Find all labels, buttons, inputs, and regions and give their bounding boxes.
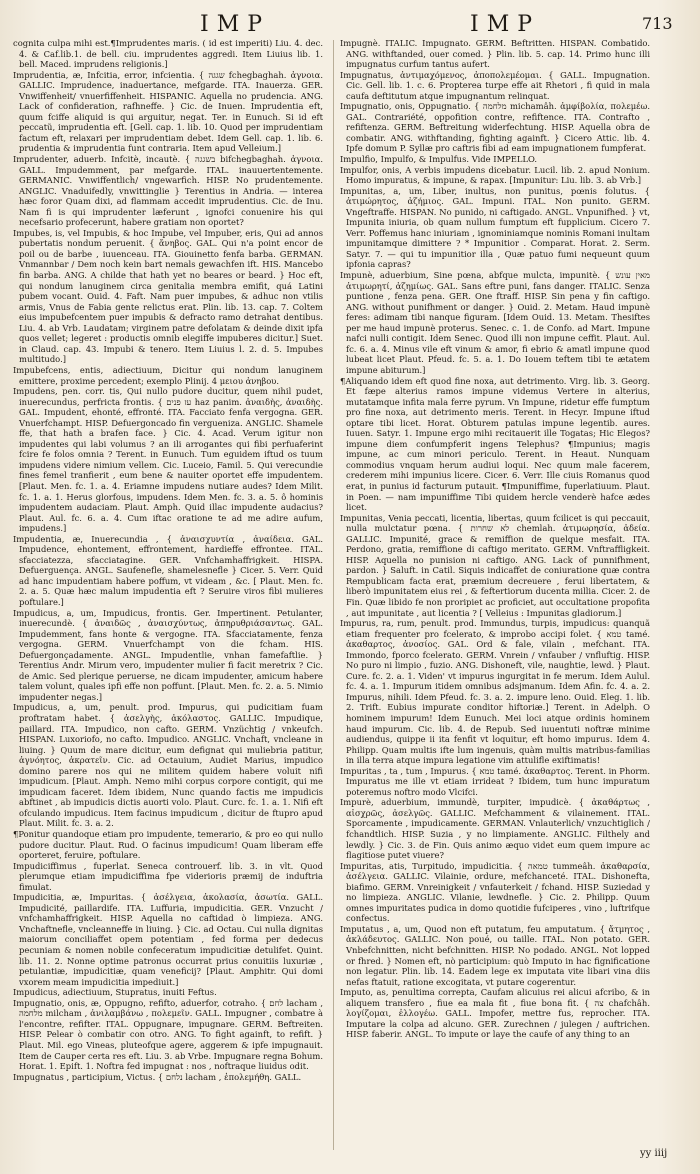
dictionary-entry: Impudicus, a, um, penult. prod. Impurus, qui pudicitiam fuam proftratam habet. { ἀσελγὴς, ἀκόλαστος. GALLIC. Impudique, paillard. ITA. Impudico, non cafto. GERM. Vnzüchtig / vnkeufch. HISPAN. Luxoriofo, no cafto. Impudico. ANGLIC. Vnchaft, vncleane in liuing. } Quum de mare dicitur, eum defignat qui muliebria patitur, ἀγνόητος, ἀκρατεῖν. Cic. ad Octauium, Audiet Marius, impudico domino parere nos qui ne militem quidem habere voluit nifi impudicum. [Plaut. Amph. Nemo mihi corpus corpore contigit, qui me impudicam faceret. Idem ibidem, Nunc quando factis me impudicis abftinet , ab impudicis dictis auorti volo. Plaut. Curc. fc. 1. a. 1. Nifi eft ofculando impudicus. Item facinus impudicum , dicitur de ftupro apud Plaut. Milit. fc. 3. a. 2. bbox=[13, 702, 323, 829]
dictionary-entry: Impudiciffimus , fuperlat. Seneca controuerf. lib. 3. in vlt. Quod plerumque etiam impudiciffima fpe viderioris præmij de induftria fimulat. bbox=[13, 860, 323, 892]
dictionary-entry: Impugnatio, onis, æ, Oppugno, refifto, aduerfor, cotraho. { לחם lacham , מלחמה milcham , ἀνιλαμβάνω , πολεμεῖν. GALL. Impugner , combatre à l'encontre, refifter. ITAL. Oppugnare, impugnare. GERM. Beftreiten. HISP. Pelear ò combatir con otro. ANG. To fight againft, to refift. } Plaut. Mil. ego Vineas, pluteofque agere, aggerem & ipfe impugnauit. Item de Cauper certa res eft. Liu. 3. ab Vrbe. Impugnare regna Bohum. Horat. 1. Epift. 1. Noftra fed impugnat : nos , noftraque liuidus odit. bbox=[13, 997, 323, 1072]
dictionary-entry: Impugnatus , participium, Victus. { נלחם lacham , ἐπολεμήθη. GALL. bbox=[13, 1071, 302, 1082]
page-number: 713 bbox=[642, 14, 673, 33]
signature-mark: yy iiij bbox=[640, 1148, 668, 1159]
dictionary-entry: Impudens, pen. corr. tis, Qui nullo pudore ducitur, quem nihil pudet, inuerecundus, perfricta frontis. { עז פנים haz panim. ἀναιδὴς, ἀναιδὴς. GAL. Impudent, ehonté, effronté. ITA. Facciato fenfa vergogna. GER. Vnuerfchampt. HISP. Defuergoncado fin vergueniza. ANGLIC. Shamele ffe, that hath a brafen face. } Cic. 4. Acad. Verum igitur non impudentes qui labi volumus ? an ili arrogantes qui fibi perfuaferint fcire fe folos omnia ? Terent. in Eunuch. Tum eguidem iftud os tuum impudens videre nimium vellem. Cic. Luceio, Famil. 5. Qui verecundie fines femel tranfierit , eum bene & nauiter oportet effe impudentem. [Plaut. Men. fc. 1. a. 4. Eriamne impudens nutiare audes? Idem Milit. fc. 1. a. 1. Herus glorfous, impudens. Idem Men. fc. 3. a. 5. ô hominis impudentem audaciam. Plaut. Amph. Quid illac impudente audacius? Plaut. Aul. fc. 6. a. 4. Cum iftac oratione te ad me adire aufum, impudens.] bbox=[13, 386, 323, 534]
dictionary-entry: Impuritas, atis, Turpitudo, impudicitia. { טמאה tummeâh. ἀκαθαρσία, ἀσέλγεια. GALLIC. Vilainie, ordure, mefchanceté. ITAL. Dishonefta, biafimo. GERM. Vnreinigkeit / vnfauterkeit / fchand. HISP. Suziedad y no limpieza. ANGLIC. Vilanie, lewdnefle. } Cic. 2. Philipp. Quum omnes impuritates pudica in domo quotidie fufciperes , vino , luftrifque confectus. bbox=[340, 860, 650, 924]
dictionary-entry: Imputatus , a, um, Quod non eft putatum, feu amputatum. { ἄτμητος , ἀκλάδευτος. GALLIC. Non poué, ou taille. ITAL. Non potato. GER. Vnbefchnitten, nicht befchnitten. HISP. No podado. ANGL. Not lopped or fhred. } Nomen eft, nò participium: quò Imputo in hac fignificatione non legatur. Plin. lib. 14. Eadem lege ex imputata vite libari vina diis nefas ftatuit, ratione excogitata, vt putare cogerentur. bbox=[340, 923, 650, 987]
dictionary-entry: ¶Aliquando idem eft quod fine noxa, aut detrimento. Virg. lib. 3. Georg. Et fæpe alterius ramos impune videmus Vertere in alterius, mutatamque infita mala ferre pyrum. Vn Impune, ridetur effe fumptum pro fine noxa, aut detrimento meris. Terent. in Hecyr. Impune iftud optare tibi licet. Horat. Obturem patulas impune legentib. aures. Iuuen. Satyr. 1. Impune ergo mihi recitauerit ille Togatas; Hic Elegos? impune diem confumpferit ingens Telephus? ¶Impunius; magis impune, ac cum minori periculo. Terent. in Heaut. Nunquam commodius vnquam herum audiui loqui. Nec quum male facerem, crederem mihi impunius licere. Cicer. 6. Verr. Ille ciuis Romanus quod erat, in punius id facturum putauit. ¶Impuniffime, fuperlatiuum. Plaut. in Poen. — nam impuniffime Tibi quidem hercle venderè hafce ædes licet. bbox=[340, 375, 650, 513]
dictionary-entry: Impudicus, adiectiuum, Stupratus, inuiti Feftus. bbox=[13, 987, 217, 998]
column-divider bbox=[333, 40, 334, 1150]
header-right-word: IMP bbox=[470, 12, 541, 37]
dictionary-entry: Impunè, aduerbium, Sine pœna, abfque mulcta, impunitè. { מאין עונש ἀτιμωρητί, ἀζημίως. GAL. Sans eftre puni, fans danger. ITALIC. Senza puntione , fenza pena. GER. One ftraff. HISP. Sin pena y fin caftigo. ANG. without punifhment or danger. } Ouid. 2. Metam. Haud impunè feres: adimam tibi nanque figuram. [Idem Ouid. 13. Metam. Thesiftes per me haud impunè proterus. Senec. c. 1. de Confo. ad Mart. Impune nafci nulli contigit. Idem Senec. Quod illi non impune ceffit. Plaut. Aul. fc. 6. a. 4. Minus vile eft vinum & amor, fi ebrio & amatl impune quod lubeat licet Plaut. Pfeud. fc. 5. a. 1. Do Iouem teftem tibi te ætatem impune abiturum.] bbox=[340, 270, 650, 375]
dictionary-entry: Impurè, aduerbium, immundè, turpiter, impudicè. { ἀκαθάρτως , αἰσχρῶς, ἀσελγῶς. GALLIC. Mefchamment & vilainement. ITAL. Sporcamente , impudicamente. GERMAN. Vnlauterlich/ vnzuchtiglich / fchandtlich. HISP. Suzia , y no limpiamente. ANGLIC. Filthely and lewdly. } Cic. 3. de Fin. Quis animo æquo videt eum quem impure ac flagitiose putet viuere? bbox=[340, 797, 650, 861]
header-left-word: IMP bbox=[200, 12, 271, 37]
dictionary-entry: Imprudenter, aduerb. Infcitè, incautè. { בשגגה bifchegbaghah. ἀγνοια. GALL. Impudemment, par mefgarde. ITAL. inauuertentemente. GERMANIC. Vnwiffentlich/ vngewarfich. HISP. No prudentemente. ANGLIC. Vnaduifedly, vnwittinglie } Terentius in Andria. — interea hæc foror Quam dixi, ad flammam accedit imprudentius. Cic. de Inu. Nam fi is qui imprudenter læferunt , ignofci conuenire his qui necefsario profecerunt, habere gratiam non oportet? bbox=[13, 154, 323, 228]
dictionary-entry: Impudicus, a, um, Impudicus, frontis. Ger. Impertinent. Petulanter, inuerecundè. { ἀναιδῶς , ἀναισχύντως, ἀπηρυθριάσαντως. GAL. Impudemment, fans honte & vergogne. ITA. Sfacciatamente, fenza vergogna. GERM. Vnuerfchampt von die fcham. HIS. Defuergonçadamente. ANGL. Impudentlie, vnhan famefaftlie. } Terentius Andr. Mirum vero, impudenter mulier fi facit meretrix ? Cic. de Amic. Sed plerique peruerse, ne dicam impudenter, amicum habere talem volunt, quales ipfi effe non poffunt. [Plaut. Men. fc. 2. a. 5. Nimio impudenter negas.] bbox=[13, 607, 323, 702]
dictionary-entry: Impubes, is, vel Impubis, & hoc Impube, vel Impuber, eris, Qui ad annos pubertatis nondum peruenit. { ἄνηβος. GAL. Qui n'a point encor de poil ou de barbe , iuuenceau. ITA. Giouinetto fenfa barba. GERMAN. Vnmannbar / Dem noch kein bart nemals gewachfen ift. HIS. Mancebo fin barba. ANG. A childe that hath yet no beares or beard. } Hoc eft, qui nondum lanuginem circa genitalia membra emifit, quá Latini pubem vocant. Ouid. 4. Faft. Nam puer impubes, & adhuc non vtilis armis, Vnus de Fabia gente relictus erat. Plin. lib. 13. cap. 7. Coltem eius impubefcentem puer impubis & defracto ramo detrahat dentibus. Liu. 4. ab Vrb. Laudatam; virginem patre defolatam & deinde dixit ipfa quos vellet; legeret : productis omnib elegiffe impuberes dicitur.] Suet. in Claud. cap. 43. Impubi & tenero. Item Liuius l. 2. d. 5. Impubes multitudo.] bbox=[13, 227, 323, 365]
dictionary-entry: Impuritas , ta , tum , Impurus. { טמא tamé. ἀκαθαρτος. Terent. in Phorm. Impuratus me ille vt etiam irrideat ? Ibidem, tum hunc impuratum poteremus noftro modo Vlcifci. bbox=[340, 765, 650, 797]
dictionary-entry: Impugnè. ITALIC. Impugnato. GERM. Beftritten. HISPAN. Combatido. ANG. withftanded, ouer comed. } Plin. lib. 5. cap. 14. Primo hunc illi impugnatus curfum tantus aufert. bbox=[340, 38, 650, 70]
dictionary-entry: Impugnatus, ἀντιμαχόμενος, ἀποπολεμέομαι. { GALL. Impugnation. Cic. Gell. lib. 1. c. 6. Propterea turpe effe ait Rhetori , fi quid in mala caufa deftitutum atque impugnantum relinquat. bbox=[340, 69, 650, 101]
dictionary-entry: cognita culpa mihi est.¶Imprudentes maris. ( id est imperiti) Liu. 4. dec. 4. & Caf.lib.1. de bell. ciu. imprudentes aggredi. Item Liuius lib. 1. bell. Maced. imprudens religionis.] bbox=[13, 38, 323, 70]
dictionary-entry: Impurus, ra, rum, penult. prod. Immundus, turpis, impudicus: quanquã etiam frequenter pro fcelerato, & improbo accipi folet. { טמא tamé. ἀκαθαρτος, ἀνοσίος. GAL. Ord & fale, vilain , mefchant. ITA. Immondo, fporco fcelerato. GERM. Vnrein / vnfauber / vnfluftig. HISP. No puro ni limpio , fuzio. ANG. Dishoneft, vile, naughtie, lewd. } Plaut. Cure. fc. 2. a. 1. Viden' vt impurus ingurgitat in fe merum. Idem Aulul. fc. 4. a. 1. Impurum itidem omnibus adsjmanum. Idem Afin. fc. 4. a. 2. Impurus, nihili. Idem Pfeud. fc. 3. a. 2. impure leno. Ouid. Eleg. 1. lib. 2. Trift. Eubius impurate conditor hiftoriæ.] Terent. in Adelph. O hominem impurum! Idem Eunuch. Mei loci atque ordinis hominem haud impurum. Cic. lib. 4. de Repub. Sed iuuentuti noftræ minime audiendus, quippe ii ita fenfit vt loquitur, eft homo impurus. Idem 4. Philipp. Quam multis ifte lum ingenuis, quàm multis matribus-familias in illa terra atque impura legatione vim attulifle exiftimatis! bbox=[340, 618, 650, 766]
dictionary-entry: Impunitas, Venia peccati, licentia, libertas, quum fcilicet is qui peccauit, nulla mulctatur pœna. { לא שחרות chemlah. ἀτιμωρησία, ἀδεία. GALLIC. Impunité, grace & remiffion de quelque mesfait. ITA. Perdono, gratia, remiffione di caftigo meritato. GERM. Vnftraffligkeit. HISP. Aquella no punision ni caftigo. ANG. Lack of punnifhment, pardon. } Saluft. in Catil. Siquis indicaffet de coniuratione quæ contra Rempublicam facta erat, præmium decreuere , ferui libertatem, & liberò impunitatem eius rei , & feftertiorum ducenta millia. Cicer. 2. de Fin. Quæ libido fe non proripiet ac proficiet, aut occultatione propofita , aut impunitate , aut licentia ? [ Velleius : Impunitas gladiorum.] bbox=[340, 512, 650, 618]
dictionary-entry: Impunitas, a, um, Liber, inultus, non punitus, pœnis folutus. { ἀτιμώρητος, ἀζήμιος. GAL. Impuni. ITAL. Non punito. GERM. Vngeftraffe. HISPAN. No punido, ni caftigado. ANGL. Vnpunifhed. } vt, Impunita iniuria, ob quam nullum fumptum eft fupplicium. Cicero 7. Verr. Poffemus hanc iniuriam , ignominiamque nominis Romani inultam impunitamque dimittere ? * Impunitior . Comparat. Horat. 2. Serm. Satyr. 7. — qui tu impunitior illa , Quæ patuo fumi nequeunt quum ipfonia capras? bbox=[340, 185, 650, 270]
dictionary-entry: Imputo, as, penultima correpta, Caufam alicuius rei alicui afcribo, & in aliquem transfero , fiue ea mala fit , fiue bona fit. { צה chafchâh. λογίζομαι, ἐλλογέω. GALL. Impofer, mettre fus, reprocher. ITA. Imputare la colpa ad alcuno. GER. Zurechnen / julegen / auftrichen. HISP. faberir. ANGL. To impute or laye the caufe of any thing to an bbox=[340, 987, 650, 1040]
dictionary-entry: Impugnatio, onis, Oppugnatio. { מלחמה michamâh. ἀμφίβολία, πολεμέω. GAL. Contrariété, oppofition contre, refiftence. ITA. Contrafto , refiftenza. GERM. Beftreitung widerfechtung. HISP. Aquella obra de combatir. ANG. withftanding, fighting againft. } Cicero Attic. lib. 4. Ipfe domum P. Syllæ pro caftris fibi ad eam impugnationem fumpferat. bbox=[340, 101, 650, 154]
dictionary-entry: Impulfor, onis, A verbis impudens dicebatur. Lucil. lib. 2. apud Nonium. Homo impuratus, & impune, & rapax. [Impunitur: Liu. lib. 3. ab Vrb.] bbox=[340, 164, 650, 186]
dictionary-entry: Impulfio, Impulfo, & Impulfus. Vide IMPELLO. bbox=[340, 154, 538, 165]
dictionary-entry: ¶Ponitur quandoque etiam pro impudente, temerario, & pro eo qui nullo pudore ducitur. Plaut. Rud. O facinus impudicum! Quam liberam effe oporteret, feruire, poftulare. bbox=[13, 829, 323, 861]
left-column bbox=[13, 38, 323, 1158]
dictionary-entry: Impubefcens, entis, adiectiuum, Dicitur qui nondum lanuginem emittere, proxime percedent; exemplo Plinij. 4 μειου ἀνηβου. bbox=[13, 364, 323, 386]
dictionary-entry: Impudentia, æ, Inuerecundia , { ἀναισχυντία , ἀναίδεια. GAL. Impudence, ehontement, effrontement, hardieffe effrontee. ITAL. sfacciatezza, sfacciatagine. GER. Vnfchamhaffrigkeit. HISPA. Defuerguença. ANGL. Saufenefle, shamelesnefle } Cicer. 5. Verr. Quid ad hanc impudentiam habere poffum, vt videam , &c. [ Plaut. Men. fc. 2. a. 5. Quæ hæc malum impudentia eft ? Seruire viros fibi mulieres poftulare.] bbox=[13, 533, 323, 607]
dictionary-entry: Imprudentia, æ, Infcitia, error, infcientia. { שגגה fchegbaghah. ἀγνοια. GALLIC. Imprudence, inaduertance, mefgarde. ITA. Inauerza. GER. Vnwiffenheit/ vnuerfiffenheit. HISPANIC. Aquella no prudencia. ANG. Lack of confideration, rafhneffe. } Cic. de Inuen. Imprudentia eft, quum fciffe aliquid is qui arguitur, negat. Ter. in Eunuch. Si id eft peccatũ, imprudentia eft. [Gell. cap. 1. lib. 10. Quod per imprudentiam factum eft, relaxari per imprudentiam debet. Idem Gell. cap. 1. lib. 6. prudentia & imprudentia funt contraria. Item apud Velleium.] bbox=[13, 69, 323, 154]
right-column bbox=[340, 38, 650, 1158]
dictionary-entry: Impudicitia, æ, Impuritas. { ἀσέλγεια, ἀκολασία, ἀσωτία. GALL. Impudicité, paillardife. ITA. Luffuria, impudicitia. GER. Vnzucht / vnfchamhaffrigkeit. HISP. Aquella no caftidad ò limpieza. ANG. Vnchaftnefle, vncleanneffe in liuing. } Cic. ad Octau. Cui nulla dignitas maiorum conciliaffet opem potentiam , fed forma per dedecus pecuniam & nomen nobile confeceratum impudicitiæ detulifet. Quint. lib. 11. 2. Nonne optime patronus occurrat prius conuitiis luxuriæ , petulantiæ, impudicitiæ, quam veneficij? [Plaut. Amphitr. Qui domi vxorem meam impudicitia impediuit.] bbox=[13, 892, 323, 987]
